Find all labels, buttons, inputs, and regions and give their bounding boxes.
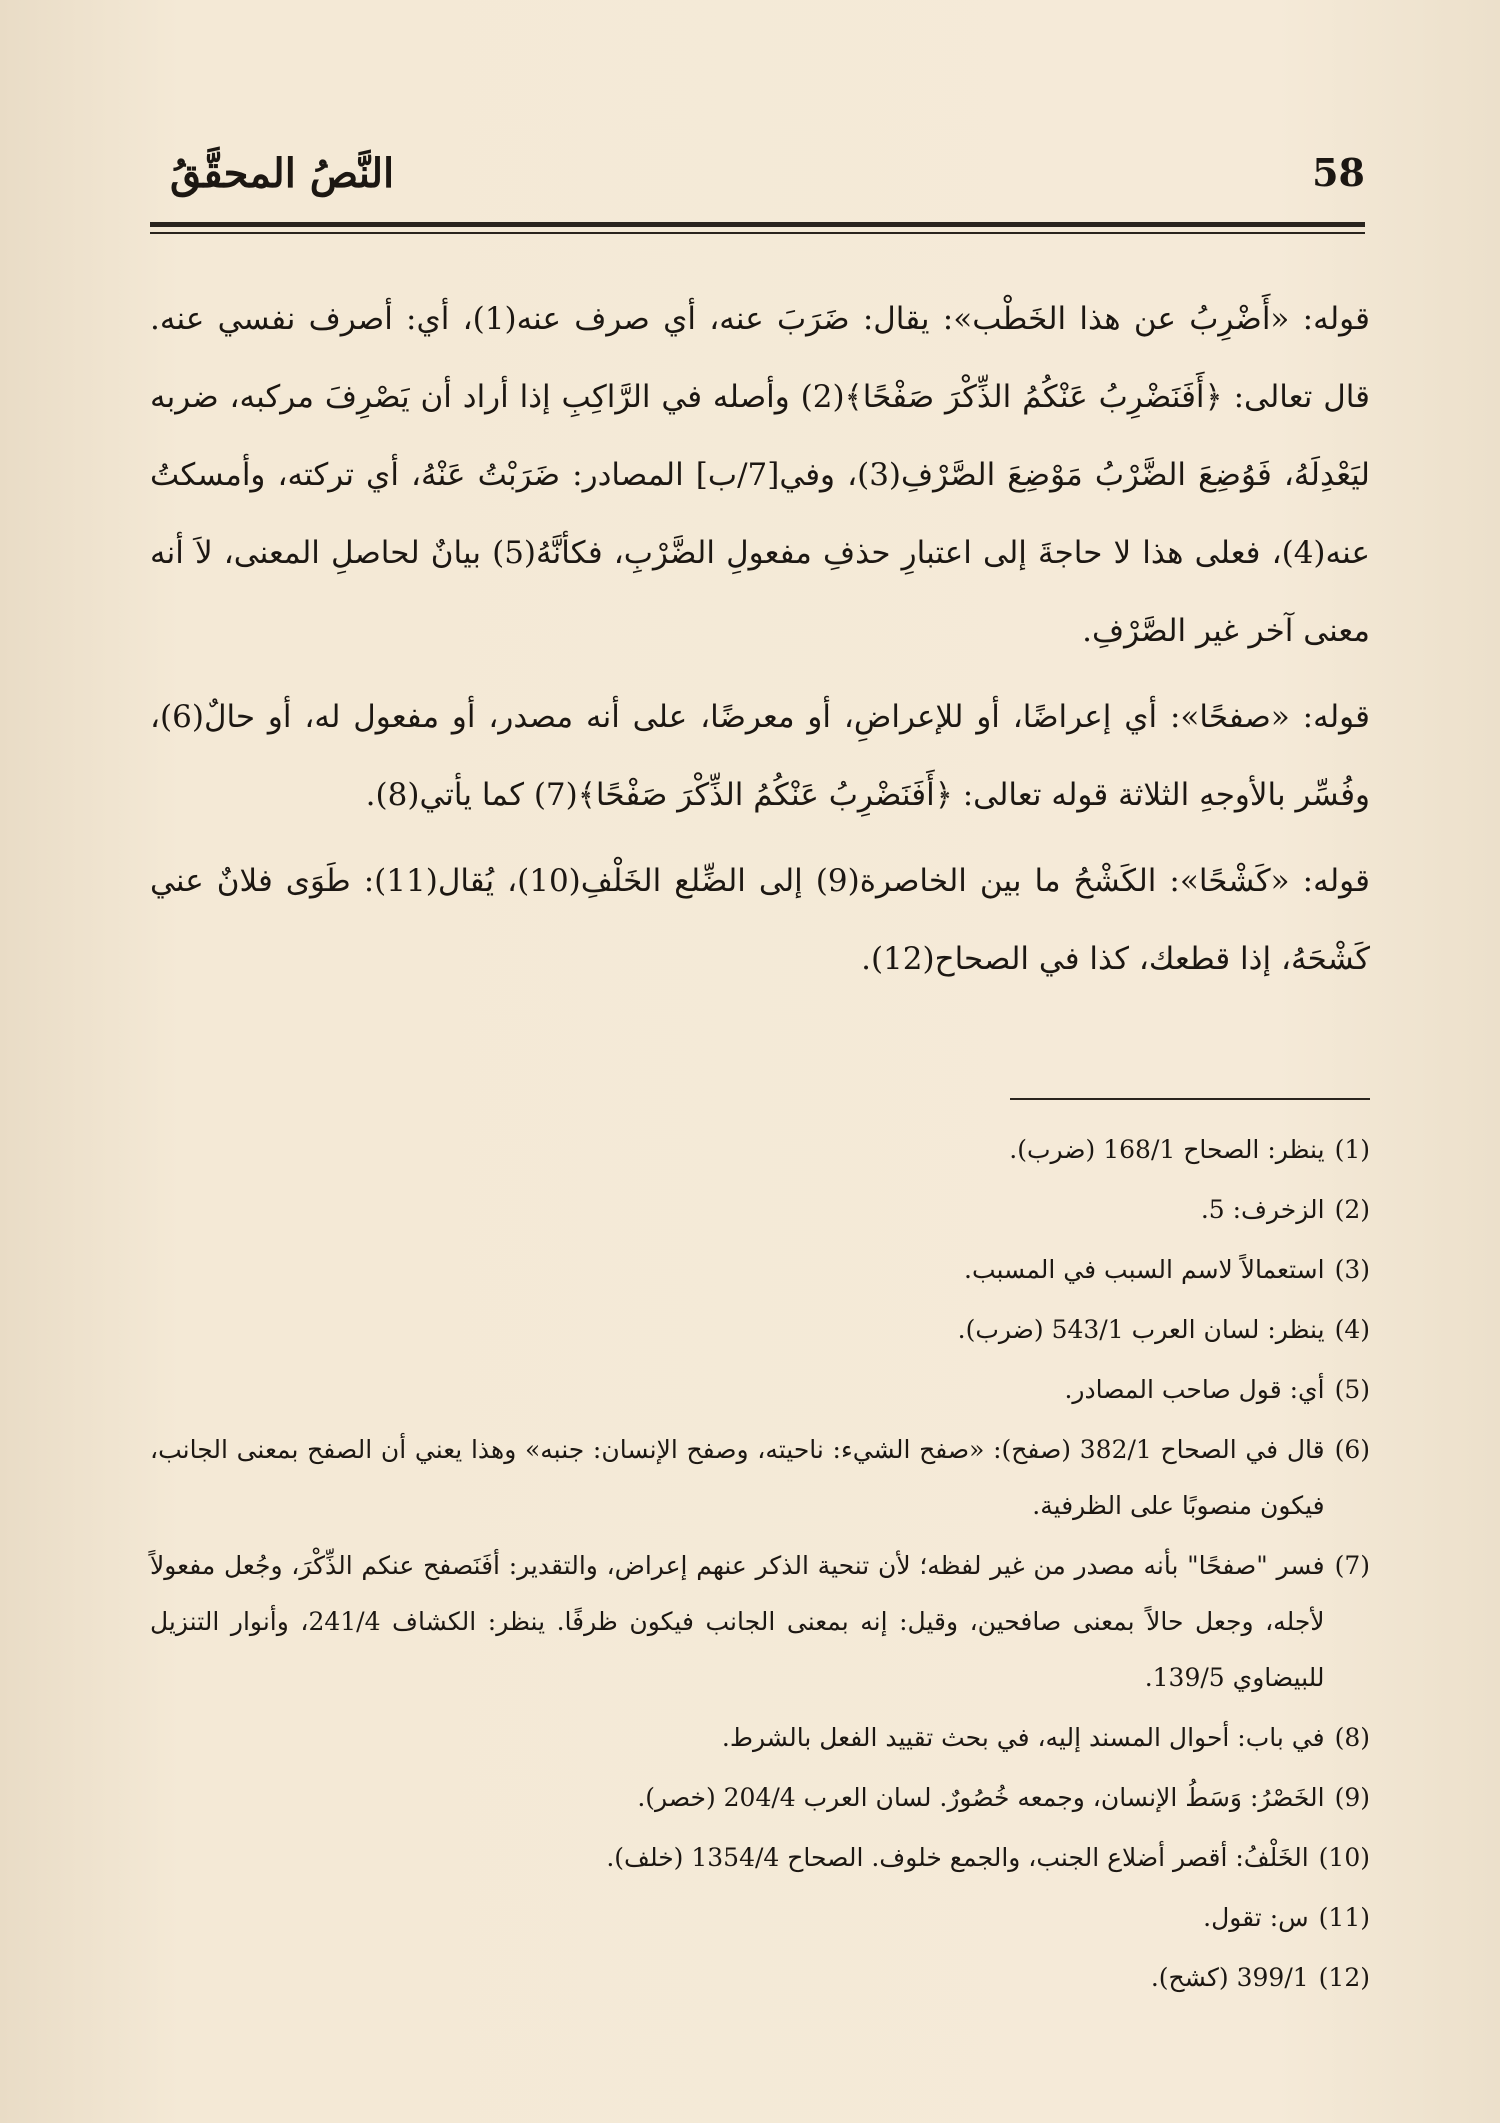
footnote-text: ينظر: الصحاح 168/1 (ضرب). <box>1009 1135 1325 1164</box>
footnote-number: (3) <box>1334 1255 1370 1284</box>
footnote <box>150 1302 1370 1358</box>
footnote <box>150 1122 1370 1178</box>
footnote-text: فسر "صفحًا" بأنه مصدر من غير لفظه؛ لأن تنحية الذكر عنهم إعراض، والتقدير: أفَنَصفح عنكم الذِّكْرَ، وجُعل مفعولاً لأجله، وجعل حالاً بمعنى صافحين، وقيل: إنه بمعنى الجانب فيكون ظرفًا. ينظر: الكشاف 241/4، وأنوار التنزيل للبيضاوي 139/5. <box>150 1551 1325 1692</box>
footnote <box>150 1830 1370 1886</box>
footnote-text: الزخرف: 5. <box>1200 1195 1325 1224</box>
footnote <box>150 1770 1370 1826</box>
footnote <box>150 1710 1370 1766</box>
footnote-text: الخَصْرُ: وَسَطُ الإنسان، وجمعه خُصُورٌ. لسان العرب 204/4 (خصر). <box>637 1783 1325 1812</box>
footnote-text: الخَلْفُ: أقصر أضلاع الجنب، والجمع خلوف. الصحاح 1354/4 (خلف). <box>606 1843 1309 1872</box>
footnote-text: ينظر: لسان العرب 543/1 (ضرب). <box>957 1315 1325 1344</box>
footnote <box>150 1422 1370 1534</box>
footnote-number: (9) <box>1334 1783 1370 1812</box>
footnote-separator <box>1010 1098 1370 1100</box>
footnote-number: (2) <box>1334 1195 1370 1224</box>
paragraph-1: قوله: «أَضْرِبُ عن هذا الخَطْب»: يقال: ضَرَبَ عنه، أي صرف عنه(1)، أي: أصرف نفسي عنه. قال تعالى: ﴿أَفَنَضْرِبُ عَنْكُمُ الذِّكْرَ صَفْحًا﴾(2) وأصله في الرَّاكِبِ إذا أراد أن يَصْرِفَ مركبه، ضربه ليَعْدِلَهُ، فَوُضِعَ الضَّرْبُ مَوْضِعَ الصَّرْفِ(3)، وفي[7/ب] المصادر: ضَرَبْتُ عَنْهُ، أي تركته، وأمسكتُ عنه(4)، فعلى هذا لا حاجةَ إلى اعتبارِ حذفِ مفعولِ الضَّرْبِ، فكأنَّهُ(5) بيانٌ لحاصلِ المعنى، لاَ أنه معنى آخر غير الصَّرْفِ. <box>150 301 1371 649</box>
footnotes <box>150 1122 1370 2010</box>
paragraph-2: قوله: «صفحًا»: أي إعراضًا، أو للإعراضِ، أو معرضًا، على أنه مصدر، أو مفعول له، أو حالٌ(6)، وفُسِّر بالأوجهِ الثلاثة قوله تعالى: ﴿أَفَنَضْرِبُ عَنْكُمُ الذِّكْرَ صَفْحًا﴾(7) كما يأتي(8). <box>150 699 1370 813</box>
footnote <box>150 1362 1370 1418</box>
header-rule-thick <box>150 222 1365 227</box>
footnote <box>150 1182 1370 1238</box>
footnote-number: (10) <box>1318 1843 1370 1872</box>
page-header <box>150 150 1365 198</box>
footnote-number: (11) <box>1318 1903 1370 1932</box>
main-text <box>150 280 1370 1006</box>
footnote-text: 399/1 (كشح). <box>1150 1963 1309 1992</box>
running-title: النَّصُ المحقَّقُ <box>170 150 395 197</box>
page-number: 58 <box>1312 150 1365 195</box>
footnote-text: في باب: أحوال المسند إليه، في بحث تقييد الفعل بالشرط. <box>721 1723 1325 1752</box>
paragraph-3: قوله: «كَشْحًا»: الكَشْحُ ما بين الخاصرة(9) إلى الضِّلع الخَلْفِ(10)، يُقال(11): طَوَى فلانٌ عني كَشْحَهُ، إذا قطعك، كذا في الصحاح(12). <box>150 863 1371 977</box>
footnote <box>150 1950 1370 2006</box>
footnote-text: استعمالاً لاسم السبب في المسبب. <box>964 1255 1325 1284</box>
footnote-number: (6) <box>1334 1435 1370 1464</box>
footnote-text: أي: قول صاحب المصادر. <box>1064 1375 1325 1404</box>
footnote <box>150 1538 1370 1706</box>
footnote-text: س: تقول. <box>1203 1903 1309 1932</box>
footnote <box>150 1890 1370 1946</box>
footnote-text: قال في الصحاح 382/1 (صفح): «صفح الشيء: ناحيته، وصفح الإنسان: جنبه» وهذا يعني أن الصفح بمعنى الجانب، فيكون منصوبًا على الظرفية. <box>150 1435 1325 1520</box>
footnote-number: (7) <box>1334 1551 1370 1580</box>
footnote-number: (4) <box>1334 1315 1370 1344</box>
footnote-number: (8) <box>1334 1723 1370 1752</box>
footnote-number: (5) <box>1334 1375 1370 1404</box>
footnote-number: (12) <box>1318 1963 1370 1992</box>
footnote <box>150 1242 1370 1298</box>
footnote-number: (1) <box>1334 1135 1370 1164</box>
header-rule-thin <box>150 232 1365 234</box>
